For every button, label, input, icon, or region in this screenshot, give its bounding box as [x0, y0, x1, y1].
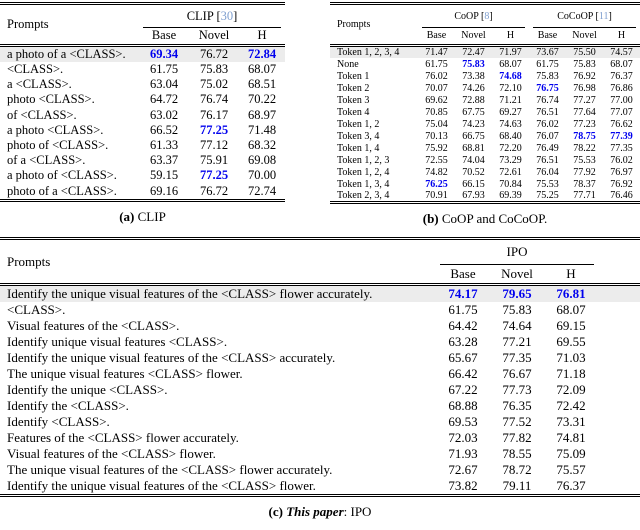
value-cell: 76.02	[610, 154, 633, 166]
prompt-cell: Token 1, 2, 3	[337, 154, 390, 166]
value-cell: 74.57	[610, 47, 633, 58]
cite-bracket-close: ]	[233, 8, 238, 23]
value-cell: 71.47	[425, 47, 448, 58]
clip-table	[0, 2, 285, 202]
coop-group-name: CoOP	[454, 10, 481, 22]
column-header-novel: Novel	[566, 28, 603, 46]
value-cell: 72.67	[448, 462, 478, 477]
value-cell: 74.81	[556, 430, 586, 445]
value-cell: 69.16	[149, 183, 179, 198]
value-cell: 69.15	[556, 318, 586, 333]
cite-bracket-open: [	[480, 10, 485, 22]
value-cell: 76.92	[610, 178, 633, 190]
prompt-cell: photo of a <CLASS>.	[7, 183, 117, 198]
prompt-cell: Identify the unique visual features of the <CLASS> flower accurately.	[7, 286, 373, 301]
table-row	[0, 62, 285, 77]
spacer-cell	[598, 414, 640, 430]
value-cell: 77.12	[199, 138, 229, 153]
value-cell: 76.25	[425, 178, 448, 190]
value-cell: 77.39	[610, 130, 633, 142]
value-cell: 61.33	[149, 138, 179, 153]
table-row	[330, 154, 640, 166]
value-cell: 64.72	[149, 92, 179, 107]
prompt-cell: Token 1, 2	[337, 118, 380, 130]
value-cell: 65.67	[448, 350, 478, 365]
value-cell: 76.35	[502, 398, 532, 413]
value-cell: 76.07	[536, 130, 559, 142]
value-cell: 76.04	[536, 166, 559, 178]
caption-c-label: (c)	[268, 504, 283, 519]
table-row	[0, 302, 640, 318]
value-cell: 70.85	[425, 106, 448, 118]
value-cell: 78.22	[573, 142, 596, 154]
table-row	[330, 82, 640, 94]
value-cell: 77.27	[573, 94, 596, 106]
value-cell: 69.34	[149, 47, 179, 61]
value-cell: 74.23	[462, 118, 485, 130]
value-cell: 74.63	[499, 118, 522, 130]
table-row	[330, 70, 640, 82]
column-header-h: H	[603, 28, 640, 46]
clip-table-body	[0, 46, 285, 201]
table-row	[0, 366, 640, 382]
table-row	[330, 94, 640, 106]
value-cell: 75.09	[556, 446, 586, 461]
prompt-cell: Identify unique visual features <CLASS>.	[7, 334, 228, 349]
cocoop-group-header	[529, 4, 640, 28]
prompt-cell: photo <CLASS>.	[7, 92, 95, 107]
value-cell: 72.47	[462, 47, 485, 58]
value-cell: 77.71	[573, 190, 596, 201]
caption-b-text: CoOP and CoCoOP.	[438, 211, 548, 226]
table-row	[0, 138, 285, 153]
value-cell: 73.29	[499, 154, 522, 166]
value-cell: 78.37	[573, 178, 596, 190]
prompt-cell: The unique visual features of the <CLASS> flower accurately.	[7, 462, 333, 477]
value-cell: 61.75	[448, 302, 478, 317]
value-cell: 66.42	[448, 366, 478, 381]
value-cell: 79.11	[502, 478, 532, 493]
citation-number[interactable]: 30	[220, 8, 234, 23]
value-cell: 76.49	[536, 142, 559, 154]
value-cell: 76.51	[536, 154, 559, 166]
group-header-row	[0, 239, 640, 265]
table-row	[0, 285, 640, 303]
table-row	[330, 190, 640, 203]
value-cell: 68.81	[462, 142, 485, 154]
ipo-group-header	[436, 239, 598, 265]
value-cell: 76.02	[536, 118, 559, 130]
value-cell: 61.75	[425, 58, 448, 70]
table-row	[0, 108, 285, 123]
table-row	[330, 118, 640, 130]
value-cell: 78.72	[502, 462, 532, 477]
spacer-cell	[598, 462, 640, 478]
value-cell: 68.97	[247, 107, 277, 122]
value-cell: 73.67	[536, 47, 559, 58]
value-cell: 76.37	[556, 478, 586, 493]
panel-clip	[0, 2, 285, 225]
value-cell: 68.88	[448, 398, 478, 413]
value-cell: 63.02	[149, 107, 179, 122]
value-cell: 73.38	[462, 70, 485, 82]
value-cell: 68.40	[499, 130, 522, 142]
prompt-cell: Identify <CLASS>.	[7, 414, 110, 429]
value-cell: 69.39	[499, 190, 522, 201]
prompt-cell: a photo <CLASS>.	[7, 122, 104, 137]
table-row	[330, 46, 640, 59]
panel-ipo	[0, 237, 640, 520]
prompt-cell: Identify the unique visual features of the <CLASS> flower.	[7, 478, 316, 493]
column-header-base: Base	[139, 28, 189, 46]
prompt-cell: Token 3, 4	[337, 130, 380, 142]
table-row	[0, 430, 640, 446]
table-row	[330, 178, 640, 190]
value-cell: 75.25	[536, 190, 559, 201]
table-row	[0, 92, 285, 107]
table-row	[330, 58, 640, 70]
coop-cocoop-table	[330, 2, 640, 204]
group-header-row	[0, 4, 285, 28]
value-cell: 76.46	[610, 190, 633, 201]
value-cell: 72.84	[247, 47, 277, 61]
value-cell: 69.62	[425, 94, 448, 106]
value-cell: 71.93	[448, 446, 478, 461]
coop-cocoop-table-body	[330, 46, 640, 203]
ipo-table	[0, 237, 640, 497]
column-header-h: H	[492, 28, 529, 46]
value-cell: 74.17	[448, 286, 478, 301]
clip-group-header	[139, 4, 285, 28]
value-cell: 76.72	[199, 183, 229, 198]
value-cell: 67.22	[448, 382, 478, 397]
prompt-cell: Token 4	[337, 106, 370, 118]
table-row	[0, 398, 640, 414]
prompt-cell: Visual features of the <CLASS> flower.	[7, 446, 216, 461]
value-cell: 70.52	[462, 166, 485, 178]
value-cell: 75.83	[536, 70, 559, 82]
value-cell: 74.26	[462, 82, 485, 94]
spacer-cell	[598, 334, 640, 350]
table-row	[0, 77, 285, 92]
value-cell: 71.21	[499, 94, 522, 106]
value-cell: 77.23	[573, 118, 596, 130]
ipo-table-body	[0, 285, 640, 496]
value-cell: 70.91	[425, 190, 448, 201]
value-cell: 75.04	[425, 118, 448, 130]
value-cell: 78.75	[573, 130, 596, 142]
value-cell: 77.00	[610, 94, 633, 106]
table-row	[0, 153, 285, 168]
value-cell: 75.83	[573, 58, 596, 70]
value-cell: 75.92	[425, 142, 448, 154]
table-row	[0, 318, 640, 334]
column-header-novel: Novel	[455, 28, 492, 46]
prompts-column-header: Prompts	[0, 4, 139, 46]
value-cell: 76.72	[199, 47, 229, 61]
value-cell: 77.82	[502, 430, 532, 445]
caption-c-text: : IPO	[343, 504, 372, 519]
column-header-novel: Novel	[189, 28, 239, 46]
value-cell: 76.98	[573, 82, 596, 94]
table-row	[0, 184, 285, 201]
prompt-cell: of a <CLASS>.	[7, 153, 86, 168]
value-cell: 79.65	[502, 286, 532, 301]
column-header-novel: Novel	[490, 265, 544, 285]
prompt-cell: Token 3	[337, 94, 370, 106]
value-cell: 71.48	[247, 122, 277, 137]
prompts-column-header: Prompts	[0, 239, 436, 285]
spacer-cell	[598, 318, 640, 334]
value-cell: 61.75	[149, 62, 179, 77]
prompt-cell: Visual features of the <CLASS>.	[7, 318, 180, 333]
prompt-cell: Token 1	[337, 70, 370, 82]
table-row	[0, 382, 640, 398]
coop-group-header	[418, 4, 529, 28]
value-cell: 67.75	[462, 106, 485, 118]
column-header-base: Base	[418, 28, 455, 46]
value-cell: 76.81	[556, 286, 586, 301]
value-cell: 77.25	[199, 122, 229, 137]
value-cell: 70.00	[247, 168, 277, 183]
prompt-cell: Token 1, 2, 3, 4	[337, 47, 400, 58]
value-cell: 75.53	[573, 154, 596, 166]
value-cell: 72.42	[556, 398, 586, 413]
value-cell: 71.97	[499, 47, 522, 58]
prompt-cell: None	[337, 58, 359, 70]
table-row	[330, 106, 640, 118]
value-cell: 69.08	[247, 153, 277, 168]
prompt-cell: of <CLASS>.	[7, 107, 77, 122]
prompt-cell: photo of <CLASS>.	[7, 138, 109, 153]
citation-number[interactable]: 8	[484, 10, 490, 22]
spacer-cell	[598, 382, 640, 398]
value-cell: 76.67	[502, 366, 532, 381]
table-row	[0, 123, 285, 138]
value-cell: 74.82	[425, 166, 448, 178]
value-cell: 76.37	[610, 70, 633, 82]
value-cell: 77.64	[573, 106, 596, 118]
value-cell: 70.07	[425, 82, 448, 94]
value-cell: 77.21	[502, 334, 532, 349]
value-cell: 63.28	[448, 334, 478, 349]
table-row	[330, 130, 640, 142]
value-cell: 72.61	[499, 166, 522, 178]
prompt-cell: <CLASS>.	[7, 302, 66, 317]
value-cell: 77.52	[502, 414, 532, 429]
table-row	[0, 334, 640, 350]
value-cell: 71.18	[556, 366, 586, 381]
value-cell: 75.91	[199, 153, 229, 168]
spacer-cell	[598, 430, 640, 446]
value-cell: 61.75	[536, 58, 559, 70]
spacer-cell	[598, 350, 640, 366]
value-cell: 78.55	[502, 446, 532, 461]
value-cell: 77.92	[573, 166, 596, 178]
value-cell: 77.35	[610, 142, 633, 154]
prompt-cell: The unique visual features <CLASS> flower.	[7, 366, 243, 381]
spacer-cell	[598, 302, 640, 318]
ipo-group-name: IPO	[506, 244, 528, 260]
value-cell: 76.74	[199, 92, 229, 107]
clip-group-name: CLIP	[186, 8, 217, 23]
table-row	[0, 462, 640, 478]
group-header-row	[330, 4, 640, 28]
value-cell: 69.27	[499, 106, 522, 118]
column-header-h: H	[239, 28, 285, 46]
value-cell: 71.03	[556, 350, 586, 365]
value-cell: 77.25	[199, 168, 229, 183]
value-cell: 75.83	[502, 302, 532, 317]
value-cell: 73.82	[448, 478, 478, 493]
panel-coop-cocoop	[330, 2, 640, 227]
value-cell: 76.86	[610, 82, 633, 94]
value-cell: 75.02	[199, 77, 229, 92]
value-cell: 66.75	[462, 130, 485, 142]
caption-a	[0, 209, 285, 225]
value-cell: 59.15	[149, 168, 179, 183]
table-row	[0, 478, 640, 496]
value-cell: 77.07	[610, 106, 633, 118]
value-cell: 75.53	[536, 178, 559, 190]
value-cell: 73.31	[556, 414, 586, 429]
prompt-cell: Token 2	[337, 82, 370, 94]
value-cell: 72.03	[448, 430, 478, 445]
value-cell: 75.57	[556, 462, 586, 477]
prompt-cell: Token 1, 3, 4	[337, 178, 390, 190]
value-cell: 68.32	[247, 138, 277, 153]
prompt-cell: Identify the <CLASS>.	[7, 398, 129, 413]
value-cell: 72.88	[462, 94, 485, 106]
value-cell: 77.73	[502, 382, 532, 397]
spacer-cell	[598, 398, 640, 414]
value-cell: 74.68	[499, 70, 522, 82]
cite-bracket-close: ]	[489, 10, 493, 22]
prompt-cell: <CLASS>.	[7, 62, 64, 77]
value-cell: 74.04	[462, 154, 485, 166]
caption-c	[0, 504, 640, 520]
value-cell: 68.07	[247, 62, 277, 77]
prompt-cell: Features of the <CLASS> flower accurately.	[7, 430, 239, 445]
value-cell: 64.42	[448, 318, 478, 333]
value-cell: 75.50	[573, 47, 596, 58]
spacer-cell	[598, 366, 640, 382]
table-row	[330, 166, 640, 178]
value-cell: 74.64	[502, 318, 532, 333]
value-cell: 72.20	[499, 142, 522, 154]
prompt-cell: Token 1, 2, 4	[337, 166, 390, 178]
table-row	[0, 350, 640, 366]
citation-number[interactable]: 11	[598, 10, 609, 22]
cite-bracket-open: [	[216, 8, 221, 23]
value-cell: 68.07	[499, 58, 522, 70]
table-row	[0, 414, 640, 430]
value-cell: 68.07	[556, 302, 586, 317]
value-cell: 67.93	[462, 190, 485, 201]
cocoop-group-name: CoCoOP	[557, 10, 596, 22]
value-cell: 72.55	[425, 154, 448, 166]
value-cell: 77.35	[502, 350, 532, 365]
prompt-cell: a <CLASS>.	[7, 77, 72, 92]
prompt-cell: Token 2, 3, 4	[337, 190, 390, 201]
value-cell: 69.53	[448, 414, 478, 429]
column-header-base: Base	[529, 28, 566, 46]
prompts-column-header: Prompts	[330, 4, 418, 46]
value-cell: 76.74	[536, 94, 559, 106]
cite-bracket-open: [	[595, 10, 599, 22]
value-cell: 76.75	[536, 82, 559, 94]
value-cell: 75.83	[462, 58, 485, 70]
table-row	[0, 46, 285, 63]
value-cell: 76.51	[536, 106, 559, 118]
value-cell: 76.02	[425, 70, 448, 82]
value-cell: 68.51	[247, 77, 277, 92]
caption-b	[330, 211, 640, 227]
column-header-base: Base	[436, 265, 490, 285]
value-cell: 76.17	[199, 107, 229, 122]
column-header-h: H	[544, 265, 598, 285]
table-row	[0, 168, 285, 183]
prompt-cell: Identify the unique <CLASS>.	[7, 382, 168, 397]
table-row	[0, 446, 640, 462]
prompt-cell: Identify the unique visual features of the <CLASS> accurately.	[7, 350, 336, 365]
value-cell: 72.74	[247, 183, 277, 198]
caption-a-label: (a)	[119, 208, 135, 224]
value-cell: 68.07	[610, 58, 633, 70]
value-cell: 69.55	[556, 334, 586, 349]
caption-a-text: CLIP	[134, 208, 166, 224]
prompt-cell: Token 1, 4	[337, 142, 380, 154]
value-cell: 76.62	[610, 118, 633, 130]
cite-bracket-close: ]	[608, 10, 612, 22]
caption-b-label: (b)	[422, 211, 439, 226]
value-cell: 66.52	[149, 122, 179, 137]
spacer-cell	[598, 446, 640, 462]
caption-c-emphasis: This paper	[286, 504, 344, 519]
value-cell: 72.10	[499, 82, 522, 94]
table-row	[330, 142, 640, 154]
value-cell: 63.37	[149, 153, 179, 168]
value-cell: 63.04	[149, 77, 179, 92]
value-cell: 75.83	[199, 62, 229, 77]
value-cell: 70.22	[247, 92, 277, 107]
value-cell: 70.84	[499, 178, 522, 190]
spacer-cell	[598, 285, 640, 303]
top-tables-row	[0, 2, 640, 227]
spacer-cell	[598, 478, 640, 496]
value-cell: 76.97	[610, 166, 633, 178]
prompt-cell: a photo of a <CLASS>.	[7, 47, 126, 61]
prompt-cell: a photo of <CLASS>.	[7, 168, 117, 183]
value-cell: 70.13	[425, 130, 448, 142]
value-cell: 76.92	[573, 70, 596, 82]
spacer-column	[598, 239, 640, 285]
value-cell: 66.15	[462, 178, 485, 190]
value-cell: 72.09	[556, 382, 586, 397]
